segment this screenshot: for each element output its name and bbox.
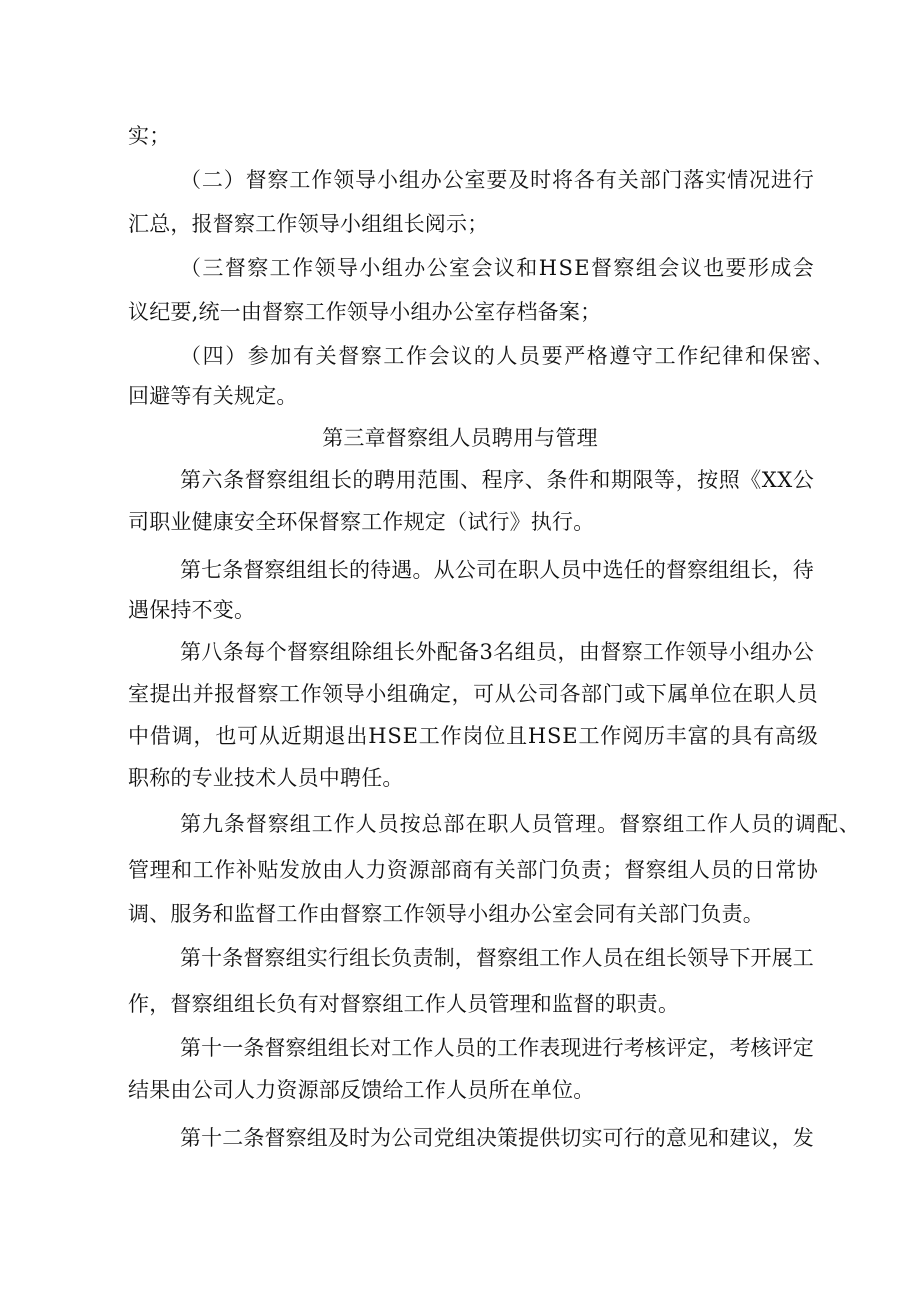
text-line [180,634,920,670]
text-line [180,552,920,588]
line-text: 第十二条督察组及时为公司党组决策提供切实可行的意见和建议，发 [180,1126,814,1150]
text-line [180,250,920,286]
text-line [180,462,920,498]
line-text: 第八条每个督察组除组长外配备3名组员，由督察工作领导小组办公 [180,640,815,664]
line-text: （四）参加有关督察工作会议的人员要严格遵守工作纪律和保密、 [180,344,836,368]
text-line [128,504,920,540]
line-text: 室提出并报督察工作领导小组确定，可从公司各部门或下属单位在职人员 [128,682,819,706]
text-line [128,676,920,712]
line-text: 实； [128,124,171,148]
text-line [180,940,920,976]
text-line [128,206,920,242]
line-text: 职称的专业技术人员中聘任。 [128,766,404,790]
line-text: 管理和工作补贴发放由人力资源部商有关部门负责；督察组人员的日常协 [128,858,819,882]
line-text: 遇保持不变。 [128,598,256,622]
line-text: 第七条督察组组长的待遇。从公司在职人员中选任的督察组组长，待 [180,558,814,582]
text-line [128,986,920,1022]
line-text: （三督察工作领导小组办公室会议和HSE督察组会议也要形成会 [180,256,816,280]
text-line [128,852,920,888]
line-text: 议纪要,统一由督察工作领导小组办公室存档备案； [128,300,602,324]
text-line [128,896,920,932]
text-line [128,118,920,154]
text-line [180,162,920,198]
text-line [128,378,920,414]
line-text: 第十一条督察组组长对工作人员的工作表现进行考核评定，考核评定 [180,1036,814,1060]
line-text: 调、服务和监督工作由督察工作领导小组办公室会同有关部门负责。 [128,902,764,926]
chapter-heading-text: 第三章督察组人员聘用与管理 [322,426,598,450]
text-line [128,1072,920,1108]
text-line [180,806,920,842]
text-line [128,760,920,796]
text-line [180,1030,920,1066]
text-line [128,718,920,754]
text-line [180,1120,920,1156]
text-line [128,592,920,628]
line-text: 作，督察组组长负有对督察组工作人员管理和监督的职责。 [128,992,680,1016]
text-line [180,338,920,374]
line-text: 结果由公司人力资源部反馈给工作人员所在单位。 [128,1078,595,1102]
line-text: 回避等有关规定。 [128,384,298,408]
line-text: 中借调，也可从近期退出HSE工作岗位且HSE工作阅历丰富的具有高级 [128,724,819,748]
text-line [128,294,920,330]
line-text: 第十条督察组实行组长负责制，督察组工作人员在组长领导下开展工 [180,946,814,970]
line-text: 第九条督察组工作人员按总部在职人员管理。督察组工作人员的调配、 [180,812,861,836]
line-text: 第六条督察组组长的聘用范围、程序、条件和期限等，按照《XX公 [180,468,815,492]
line-text: 司职业健康安全环保督察工作规定（试行》执行。 [128,510,595,534]
chapter-heading [0,420,920,456]
line-text: （二）督察工作领导小组办公室要及时将各有关部门落实情况进行 [180,168,815,192]
line-text: 汇总，报督察工作领导小组组长阅示； [128,212,489,236]
